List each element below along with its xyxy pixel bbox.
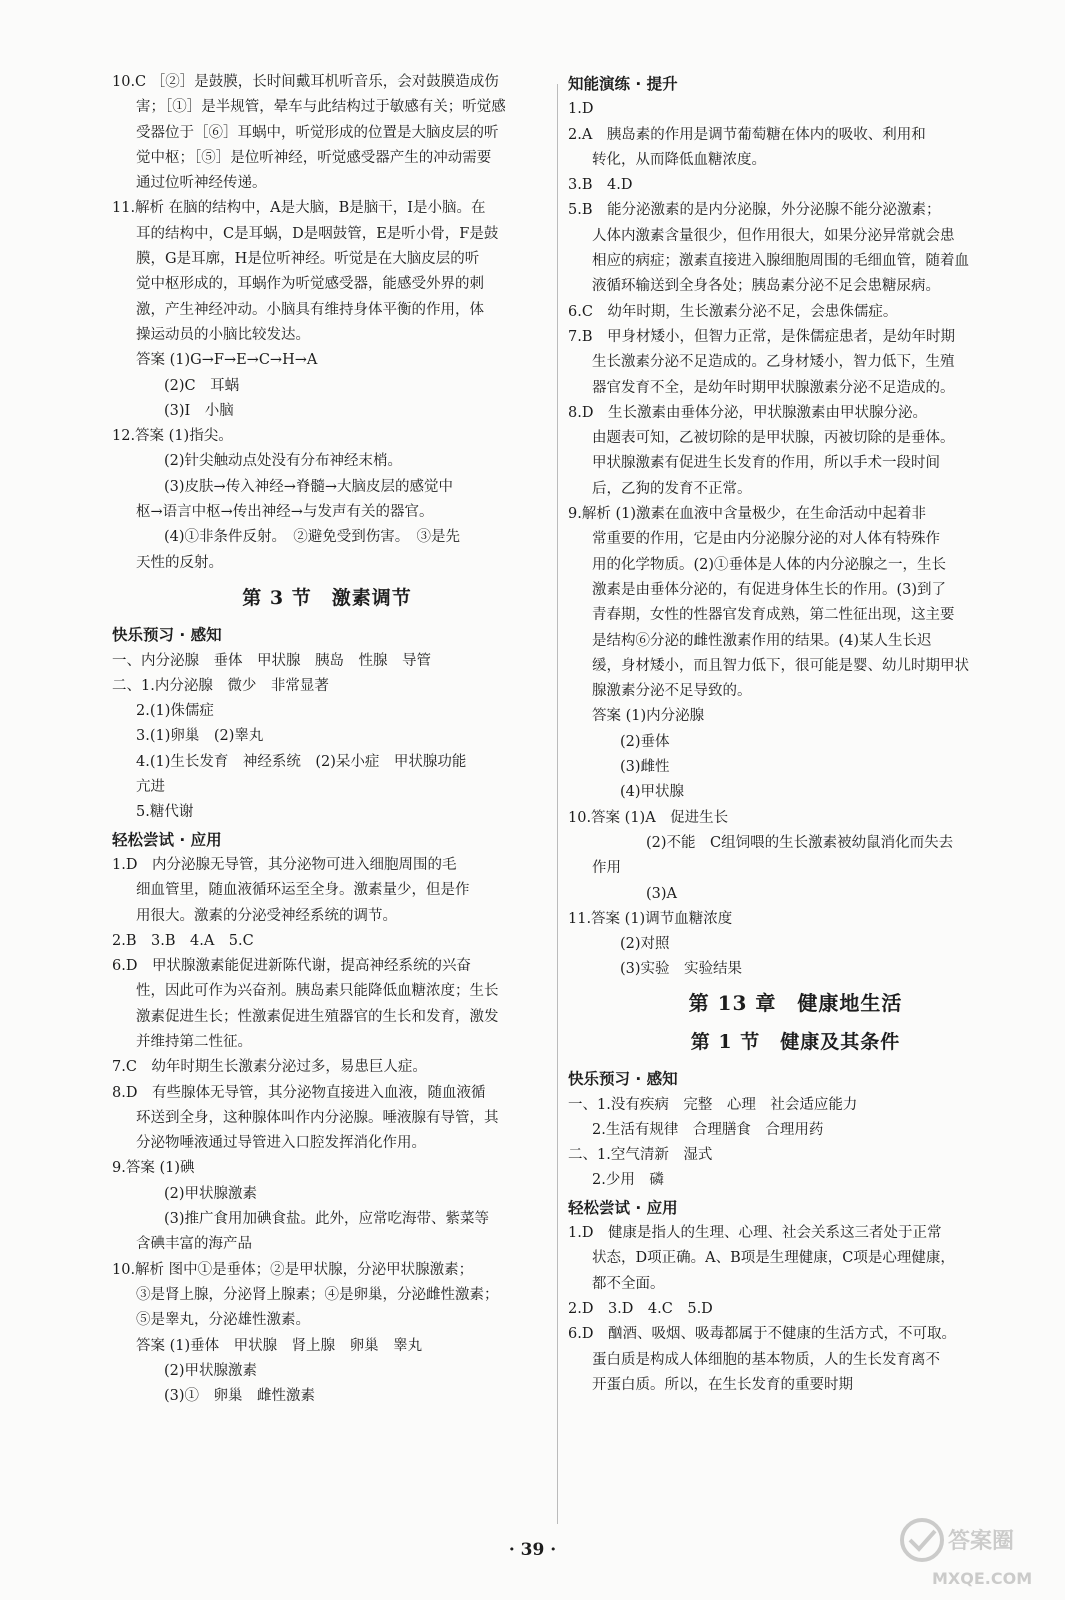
text-line: 7.C 幼年时期生长激素分泌过多，易患巨人症。 bbox=[112, 1059, 427, 1076]
text-line: 是结构⑥分泌的雌性激素作用的结果。(4)某人生长迟 bbox=[592, 632, 932, 649]
text-line: 2.生活有规律 合理膳食 合理用药 bbox=[592, 1121, 824, 1138]
text-line: 6.C 幼年时期，生长激素分泌不足，会患侏儒症。 bbox=[568, 303, 898, 320]
text-line: 膜，G是耳廓，H是位听神经。听觉是在大脑皮层的听 bbox=[136, 251, 480, 268]
text-line: (2)C 耳蜗 bbox=[164, 377, 240, 394]
text-line: 常重要的作用，它是由内分泌腺分泌的对人体有特殊作 bbox=[592, 531, 940, 548]
section-title: 第 3 节 激素调节 bbox=[242, 586, 412, 609]
text-line: (3)雌性 bbox=[620, 759, 670, 776]
text-line: 操运动员的小脑比较发达。 bbox=[136, 326, 310, 343]
text-line: 8.D 生长激素由垂体分泌，甲状腺激素由甲状腺分泌。 bbox=[568, 404, 927, 421]
answer-12-reflex bbox=[112, 424, 542, 576]
text-line: 开蛋白质。所以，在生长发育的重要时期 bbox=[592, 1376, 853, 1393]
text-line: (2)甲状腺激素 bbox=[164, 1362, 258, 1379]
column-divider bbox=[557, 84, 558, 1524]
text-line: (3)实验 实验结果 bbox=[620, 961, 743, 978]
text-line: (2)不能 C组饲喂的生长激素被幼鼠消化而失去 bbox=[646, 834, 954, 851]
text-line: 2.D 3.D 4.C 5.D bbox=[568, 1300, 713, 1317]
text-line: 一、1.没有疾病 完整 心理 社会适应能力 bbox=[568, 1096, 858, 1113]
text-line: 生长激素分泌不足造成的。乙身材矮小，智力低下，生殖 bbox=[592, 354, 955, 371]
text-line: 器官发育不全，是幼年时期甲状腺激素分泌不足造成的。 bbox=[592, 379, 955, 396]
text-line: 9.答案 (1)碘 bbox=[112, 1160, 195, 1177]
text-line: 6.D 酗酒、吸烟、吸毒都属于不健康的生活方式，不可取。 bbox=[568, 1326, 956, 1343]
text-line: 耳的结构中，C是耳蜗，D是咽鼓管，E是听小骨，F是鼓 bbox=[136, 225, 499, 242]
text-line: 都不全面。 bbox=[592, 1275, 665, 1292]
text-line: 10.答案 (1)A 促进生长 bbox=[568, 809, 729, 826]
text-line: 通过位听神经传递。 bbox=[136, 175, 267, 192]
text-line: 人体内激素含量很少，但作用很大，如果分泌异常就会患 bbox=[592, 227, 955, 244]
text-line: 答案 (1)内分泌腺 bbox=[592, 708, 705, 725]
text-line: 天性的反射。 bbox=[136, 554, 223, 571]
text-line: 3.B 4.D bbox=[568, 177, 633, 194]
text-line: 枢→语言中枢→传出神经→与发声有关的器官。 bbox=[136, 504, 434, 521]
health-trial-answers bbox=[568, 1221, 1023, 1398]
subsection-heading: 轻松尝试 · 应用 bbox=[112, 830, 222, 849]
watermark-logo bbox=[892, 1510, 1057, 1592]
text-line: 4.(1)生长发育 神经系统 (2)呆小症 甲状腺功能 bbox=[136, 753, 467, 770]
text-line: (2)甲状腺激素 bbox=[164, 1185, 258, 1202]
text-line: 2.(1)侏儒症 bbox=[136, 703, 214, 720]
text-line: 状态，D项正确。A、B项是生理健康，C项是心理健康， bbox=[592, 1250, 955, 1267]
text-line: 2.B 3.B 4.A 5.C bbox=[112, 932, 254, 949]
text-line: 11.答案 (1)调节血糖浓度 bbox=[568, 910, 733, 927]
left-column bbox=[112, 70, 542, 1409]
text-line: 用的化学物质。(2)①垂体是人体的内分泌腺之一，生长 bbox=[592, 556, 947, 573]
text-line: 1.D 健康是指人的生理、心理、社会关系这三者处于正常 bbox=[568, 1225, 942, 1242]
text-line: 分泌物唾液通过导管进入口腔发挥消化作用。 bbox=[136, 1135, 426, 1152]
text-line: 一、内分泌腺 垂体 甲状腺 胰岛 性腺 导管 bbox=[112, 652, 431, 669]
subsection-heading: 快乐预习 · 感知 bbox=[112, 626, 222, 645]
subsection-heading: 快乐预习 · 感知 bbox=[568, 1070, 678, 1089]
text-line: 缓，身材矮小，而且智力低下，很可能是婴、幼儿时期甲状 bbox=[592, 657, 969, 674]
text-line: 8.D 有些腺体无导管，其分泌物直接进入血液，随血液循 bbox=[112, 1084, 486, 1101]
text-line: 11.解析 在脑的结构中，A是大脑，B是脑干，I是小脑。在 bbox=[112, 200, 486, 217]
text-line: (2)针尖触动点处没有分布神经末梢。 bbox=[164, 453, 403, 470]
text-line: (3)① 卵巢 雌性激素 bbox=[164, 1388, 316, 1405]
text-line: (3)皮肤→传入神经→脊髓→大脑皮层的感觉中 bbox=[164, 478, 453, 495]
watermark-url: MXQE.COM bbox=[932, 1569, 1033, 1588]
text-line: 12.答案 (1)指尖。 bbox=[112, 428, 233, 445]
text-line: 3.(1)卵巢 (2)睾丸 bbox=[136, 728, 264, 745]
text-line: 转化，从而降低血糖浓度。 bbox=[592, 151, 766, 168]
text-line: 害；［①］是半规管，晕车与此结构过于敏感有关；听觉感 bbox=[136, 99, 506, 116]
text-line: 1.D 内分泌腺无导管，其分泌物可进入细胞周围的毛 bbox=[112, 856, 457, 873]
text-line: 并维持第二性征。 bbox=[136, 1033, 252, 1050]
text-line: 5.糖代谢 bbox=[136, 804, 194, 821]
text-line: 二、1.内分泌腺 微少 非常显著 bbox=[112, 677, 329, 694]
text-line: 9.解析 (1)激素在血液中含量极少，在生命活动中起着非 bbox=[568, 506, 926, 523]
text-line: 细血管里，随血液循环运至全身。激素量少，但是作 bbox=[136, 882, 470, 899]
text-line: 甲状腺激素有促进生长发育的作用，所以手术一段时间 bbox=[592, 455, 940, 472]
text-line: 觉中枢；［⑤］是位听神经，听觉感受器产生的冲动需要 bbox=[136, 149, 492, 166]
right-column bbox=[568, 70, 1023, 1398]
text-line: 激，产生神经冲动。小脑具有维持身体平衡的作用，体 bbox=[136, 301, 484, 318]
section-title: 第 1 节 健康及其条件 bbox=[690, 1030, 901, 1053]
text-line: 环送到全身，这种腺体叫作内分泌腺。唾液腺有导管，其 bbox=[136, 1109, 499, 1126]
text-line: 二、1.空气清新 湿式 bbox=[568, 1147, 713, 1164]
text-line: (4)①非条件反射。 ②避免受到伤害。 ③是先 bbox=[164, 529, 461, 546]
page-number: · 39 · bbox=[508, 1540, 557, 1560]
text-line: 含碘丰富的海产品 bbox=[136, 1236, 252, 1253]
text-line: 用很大。激素的分泌受神经系统的调节。 bbox=[136, 907, 397, 924]
text-line: 亢进 bbox=[136, 779, 165, 796]
text-line: 7.B 甲身材矮小，但智力正常，是侏儒症患者，是幼年时期 bbox=[568, 328, 955, 345]
text-line: 10.解析 图中①是垂体；②是甲状腺，分泌甲状腺激素； bbox=[112, 1261, 474, 1278]
watermark-text: 答案圈 bbox=[948, 1529, 1015, 1554]
text-line: 青春期，女性的性器官发育成熟，第二性征出现，这主要 bbox=[592, 607, 955, 624]
text-line: 5.B 能分泌激素的是内分泌腺，外分泌腺不能分泌激素； bbox=[568, 202, 941, 219]
text-line: 作用 bbox=[592, 860, 621, 877]
text-line: ⑤是睾丸，分泌雄性激素。 bbox=[136, 1312, 310, 1329]
text-line: (3)I 小脑 bbox=[164, 402, 234, 419]
text-line: 受器位于［⑥］耳蜗中，听觉形成的位置是大脑皮层的听 bbox=[136, 124, 499, 141]
answer-10-ear bbox=[112, 70, 542, 196]
subsection-heading: 知能演练 · 提升 bbox=[568, 75, 678, 93]
answer-11-brain bbox=[112, 196, 542, 424]
text-line: ③是肾上腺，分泌肾上腺素；④是卵巢，分泌雌性激素； bbox=[136, 1286, 499, 1303]
health-preview-answers bbox=[568, 1093, 1023, 1194]
text-line: 性，因此可作为兴奋剂。胰岛素只能降低血糖浓度；生长 bbox=[136, 983, 499, 1000]
text-line: (2)对照 bbox=[620, 936, 670, 953]
text-line: 液循环输送到全身各处；胰岛素分泌不足会患糖尿病。 bbox=[592, 278, 940, 295]
text-line: 6.D 甲状腺激素能促进新陈代谢，提高神经系统的兴奋 bbox=[112, 958, 471, 975]
text-line: 腺激素分泌不足导致的。 bbox=[592, 683, 752, 700]
text-line: 答案 (1)垂体 甲状腺 肾上腺 卵巢 睾丸 bbox=[136, 1337, 423, 1354]
subsection-heading: 轻松尝试 · 应用 bbox=[568, 1198, 678, 1217]
text-line: 1.D bbox=[568, 101, 594, 118]
text-line: 2.少用 磷 bbox=[592, 1172, 664, 1189]
chapter-title: 第 13 章 健康地生活 bbox=[688, 990, 903, 1015]
text-line: 觉中枢形成的，耳蜗作为听觉感受器，能感受外界的刺 bbox=[136, 276, 484, 293]
text-line: 由题表可知，乙被切除的是甲状腺，丙被切除的是垂体。 bbox=[592, 430, 955, 447]
text-line: (3)A bbox=[646, 885, 678, 902]
text-line: 激素促进生长；性激素促进生殖器官的生长和发育，激发 bbox=[136, 1008, 499, 1025]
text-line: 答案 (1)G→F→E→C→H→A bbox=[136, 352, 318, 369]
text-line: 10.C ［②］是鼓膜，长时间戴耳机听音乐，会对鼓膜造成伤 bbox=[112, 74, 499, 90]
text-line: 蛋白质是构成人体细胞的基本物质，人的生长发育离不 bbox=[592, 1351, 940, 1368]
text-line: (2)垂体 bbox=[620, 733, 670, 750]
text-line: (3)推广食用加碘食盐。此外，应常吃海带、紫菜等 bbox=[164, 1211, 490, 1228]
practice-answers bbox=[568, 97, 1023, 982]
text-line: 2.A 胰岛素的作用是调节葡萄糖在体内的吸收、利用和 bbox=[568, 126, 926, 143]
text-line: 相应的病症；激素直接进入腺细胞周围的毛细血管，随着血 bbox=[592, 253, 969, 270]
text-line: 后，乙狗的发育不正常。 bbox=[592, 480, 752, 497]
trial-answers bbox=[112, 853, 542, 1410]
text-line: 激素是由垂体分泌的，有促进身体生长的作用。(3)到了 bbox=[592, 581, 947, 598]
text-line: (4)甲状腺 bbox=[620, 784, 685, 801]
preview-answers bbox=[112, 649, 542, 826]
